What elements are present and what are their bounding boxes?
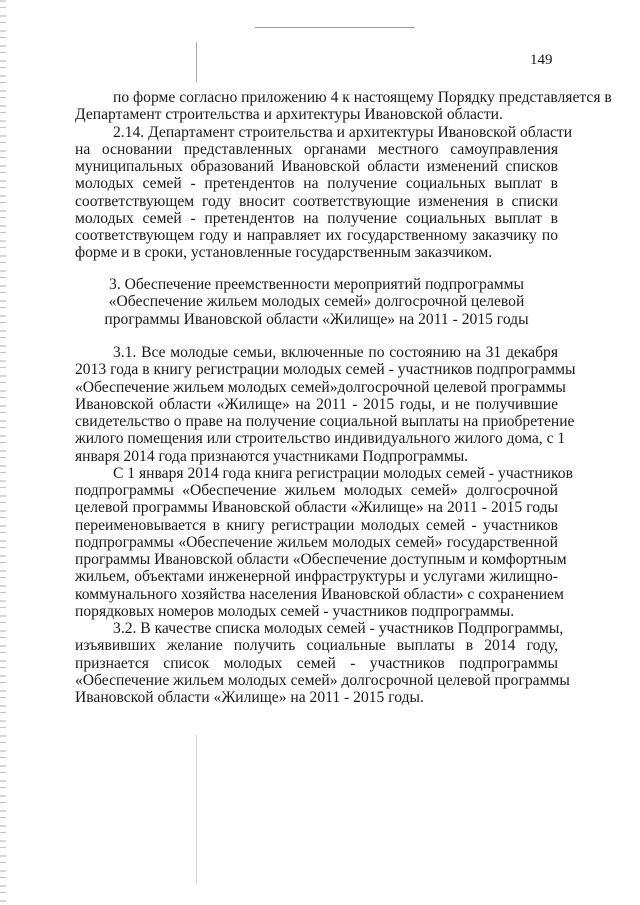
text-line: подпрограммы «Обеспечение жильем молодых семей» государственной (75, 533, 558, 551)
text-line: по форме согласно приложению 4 к настоящему Порядку представляется в (113, 89, 612, 106)
scan-vertical-mark (196, 735, 197, 885)
text-line: признается список молодых семей - участников подпрограммы (75, 654, 558, 672)
text-line: «Обеспечение жильем молодых семей»долгосрочной целевой программы (75, 378, 566, 396)
text-line: жилого помещения или строительство индивидуального жилого дома, с 1 (75, 430, 566, 448)
text-line: 2013 года в книгу регистрации молодых семей - участников подпрограммы (75, 361, 576, 379)
text-line: 2.14. Департамент строительства и архитектуры Ивановской области (113, 123, 573, 141)
text-line: свидетельство о праве на получение социальной выплаты на приобретение (75, 413, 575, 430)
text-line: «Обеспечение жильем молодых семей» долгосрочной целевой программы (75, 671, 570, 689)
paragraphs-section-3 (75, 344, 576, 706)
scan-vertical-mark (196, 42, 197, 82)
text-line: подпрограммы «Обеспечение жильем молодых семей» долгосрочной (75, 482, 558, 499)
page-number: 149 (530, 52, 553, 68)
scan-edge-artifact (0, 0, 6, 905)
text-line: соответствующем году и направляет их государственному заказчику по (75, 227, 558, 244)
text-line: 3.2. В качестве списка молодых семей - участников Подпрограммы, (113, 620, 564, 637)
text-line: на основании представленных органами местного самоуправления (75, 140, 558, 158)
text-line: января 2014 года признаются участниками Подпрограммы. (75, 447, 469, 465)
scan-top-rule (255, 27, 415, 28)
text-line: молодых семей - претендентов на получение социальных выплат в (75, 209, 558, 227)
heading-line: «Обеспечение жильем молодых семей» долгосрочной целевой (108, 293, 525, 311)
heading-line: 3. Обеспечение преемственности мероприятий подпрограммы (109, 276, 524, 293)
text-line: молодых семей - претендентов на получение социальных выплат в (75, 175, 558, 193)
text-line: жильем, объектами инженерной инфраструктуры и услугами жилищно- (75, 568, 558, 586)
text-line: целевой программы Ивановской области «Жилище» на 2011 - 2015 годы (75, 499, 558, 517)
text-line: изъявивших желание получить социальные выплаты в 2014 году, (75, 637, 558, 655)
text-line: С 1 января 2014 года книга регистрации молодых семей - участников (113, 464, 573, 482)
text-line: коммунального хозяйства населения Ивановской области» с сохранением (75, 585, 564, 603)
text-line: Департамент строительства и архитектуры Ивановской области. (75, 106, 503, 124)
text-line: Ивановской области «Жилище» на 2011 - 2015 годы, и не получившие (75, 395, 558, 413)
text-line: переименовывается в книгу регистрации молодых семей - участников (75, 516, 558, 534)
section-heading (75, 276, 558, 328)
text-line: порядковых номеров молодых семей - участников подпрограммы. (75, 602, 515, 620)
text-line: соответствующем году вносит соответствующие изменения в списки (75, 192, 558, 210)
paragraphs-top (75, 89, 612, 262)
text-line: 3.1. Все молодые семьи, включенные по состоянию на 31 декабря (113, 344, 558, 361)
text-line: форме и в сроки, установленные государственным заказчиком. (75, 244, 493, 262)
heading-line: программы Ивановской области «Жилище» на 2011 - 2015 годы (104, 310, 529, 328)
text-line: Ивановской области «Жилище» на 2011 - 2015 годы. (75, 689, 424, 706)
text-line: программы Ивановской области «Обеспечение доступным и комфортным (75, 551, 567, 568)
text-line: муниципальных образований Ивановской области изменений списков (75, 158, 558, 175)
